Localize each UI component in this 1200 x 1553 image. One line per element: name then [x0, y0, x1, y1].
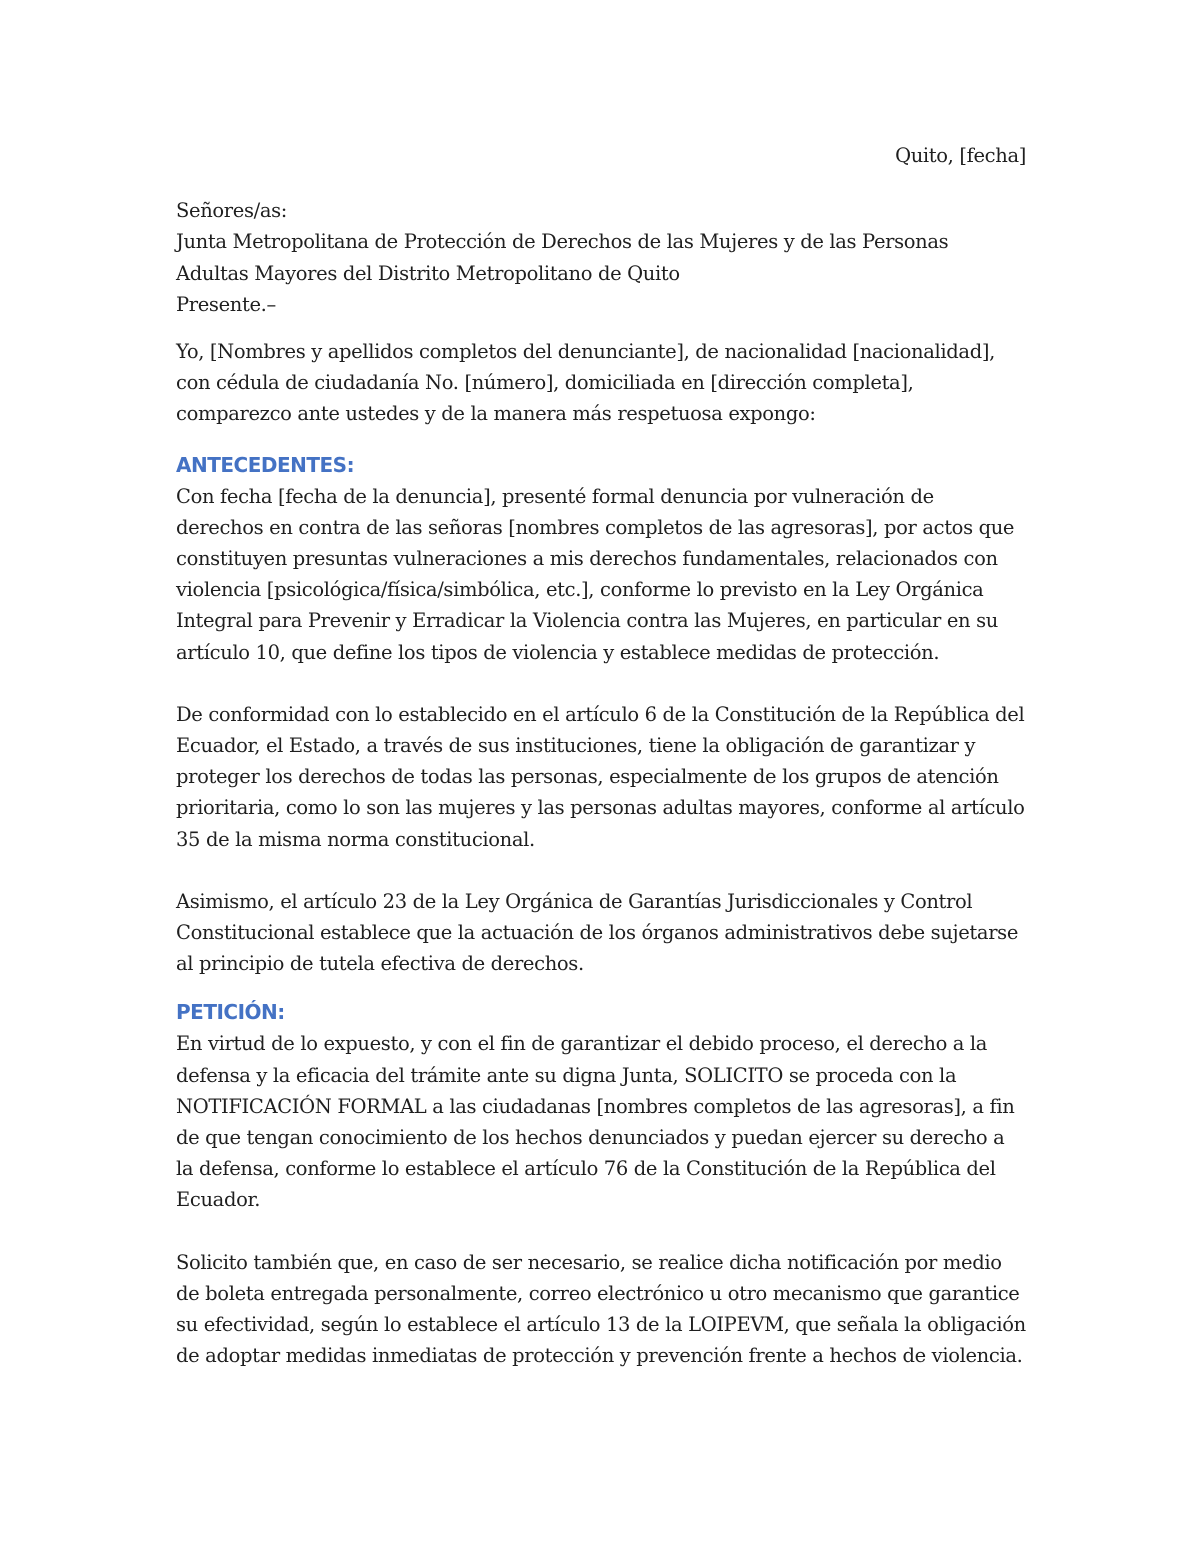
- intro-paragraph: Yo, [Nombres y apellidos completos del denunciante], de nacionalidad [nacionalidad], con cédula de ciudadanía No. [número], domiciliada en [dirección completa], comparezco ante ustedes y de la manera más respetuosa expongo:: [176, 340, 995, 426]
- peticion-paragraph: En virtud de lo expuesto, y con el fin de garantizar el debido proceso, el derecho a la defensa y la eficacia del trámite ante su digna Junta, SOLICITO se proceda con la NOTIFICACIÓN FORMAL a las ciudadanas [nombres completos de las agresoras], a fin de que tengan conocimiento de los hechos denunciados y puedan ejercer su derecho a la defensa, conforme lo establece el artículo 76 de la Constitución de la República del Ecuador.: [176, 1032, 1015, 1212]
- antecedentes-paragraph: Asimismo, el artículo 23 de la Ley Orgánica de Garantías Jurisdiccionales y Control Constitucional establece que la actuación de los órganos administrativos debe sujetarse al principio de tutela efectiva de derechos.: [176, 889, 1019, 976]
- salutation: Señores/as:: [176, 199, 287, 223]
- recipient-address: [176, 195, 1026, 320]
- address-closing: Presente.–: [176, 292, 276, 316]
- date-line: Quito, [fecha]: [895, 144, 1026, 167]
- antecedentes-paragraph: De conformidad con lo establecido en el artículo 6 de la Constitución de la República del Ecuador, el Estado, a través de sus instituciones, tiene la obligación de garantizar y proteger los derechos de todas las personas, especialmente de los grupos de atención prioritaria, como lo son las mujeres y las personas adultas mayores, conforme al artículo 35 de la misma norma constitucional.: [176, 702, 1025, 851]
- antecedentes-heading: ANTECEDENTES:: [176, 452, 355, 477]
- antecedentes-paragraph: Con fecha [fecha de la denuncia], presenté formal denuncia por vulneración de derechos en contra de las señoras [nombres completos de las agresoras], por actos que constituyen presuntas vulneraciones a mis derechos fundamentales, relacionados con violencia [psicológica/física/simbólica, etc.], conforme lo previsto en la Ley Orgánica Integral para Prevenir y Erradicar la Violencia contra las Mujeres, en particular en su artículo 10, que define los tipos de violencia y establece medidas de protección.: [176, 484, 1015, 664]
- document-content: [176, 140, 1026, 1403]
- recipient-name: Junta Metropolitana de Protección de Derechos de las Mujeres y de las Personas Adultas Mayores del Distrito Metropolitano de Quito: [176, 230, 949, 285]
- peticion-paragraph: Solicito también que, en caso de ser necesario, se realice dicha notificación por medio de boleta entregada personalmente, correo electrónico u otro mecanismo que garantice su efectividad, según lo establece el artículo 13 de la LOIPEVM, que señala la obligación de adoptar medidas inmediatas de protección y prevención frente a hechos de violencia.: [176, 1250, 1026, 1368]
- peticion-heading: PETICIÓN:: [176, 1000, 285, 1025]
